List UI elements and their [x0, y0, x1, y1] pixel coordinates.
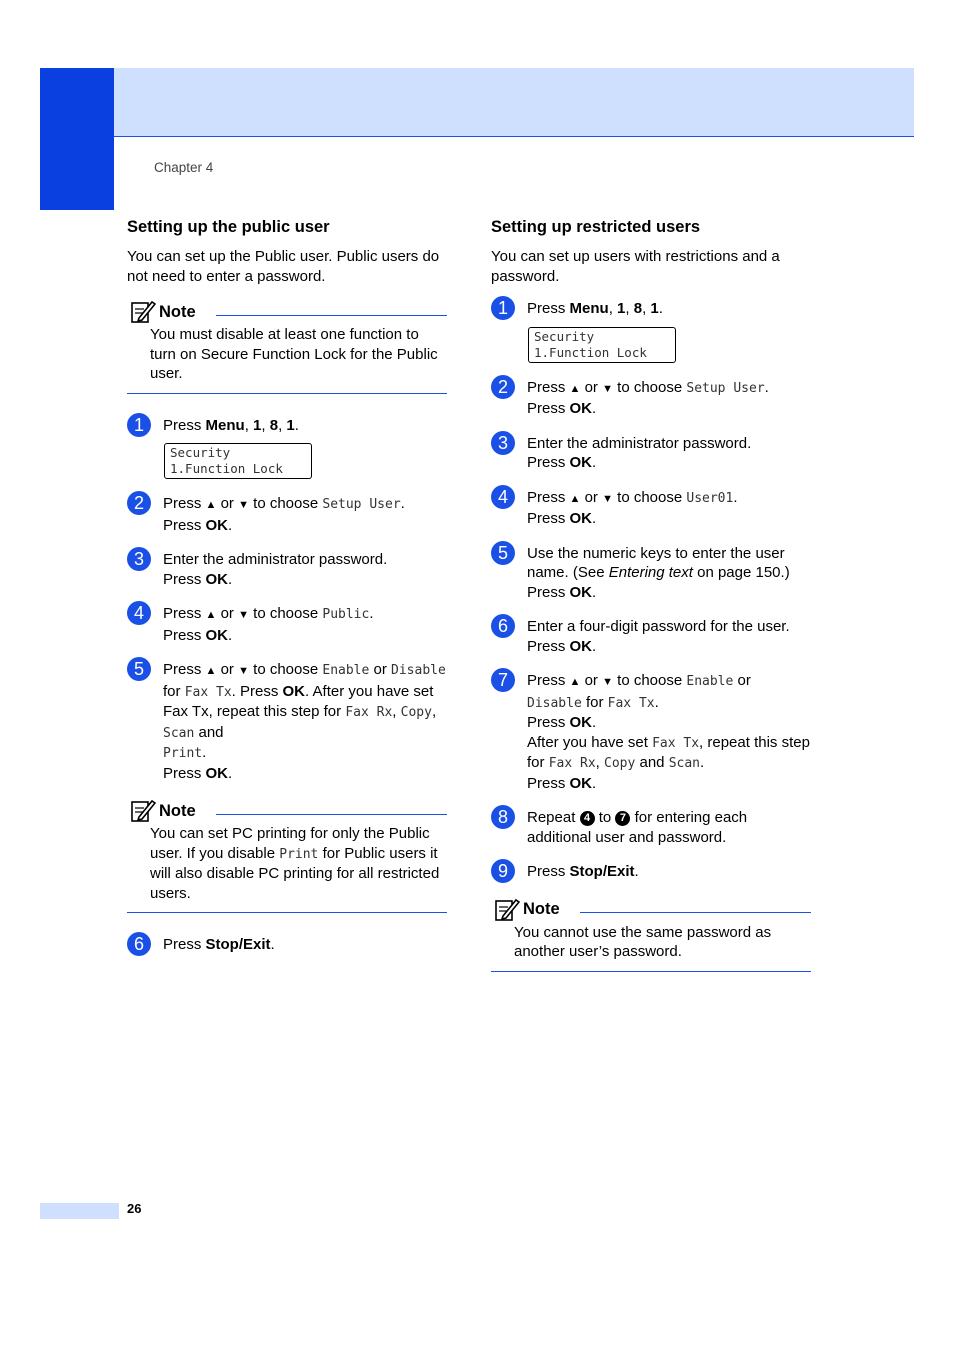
- down-arrow-icon: ▼: [238, 609, 249, 621]
- up-arrow-icon: ▲: [569, 676, 581, 688]
- footer-band: [40, 1203, 119, 1219]
- step-number-5-icon: 5: [127, 657, 151, 681]
- header-band: [114, 68, 914, 137]
- step-ref-4-icon: 4: [580, 811, 595, 826]
- section-intro: You can set up the Public user. Public users do not need to enter a password.: [127, 248, 440, 285]
- step-2: 2 Press ▲ or ▼ to choose Setup User. Press OK.: [127, 494, 447, 535]
- chapter-tab: [40, 68, 114, 210]
- step-number-6-icon: 6: [127, 932, 151, 956]
- note-box: [127, 798, 447, 913]
- note-title: Note: [159, 302, 196, 321]
- step-5: 5 Press ▲ or ▼ to choose Enable or Disable for Fax Tx. Press OK. After you have set Fax Tx, repeat this step for Fax Rx, Copy, Scan and Print. Press OK.: [127, 660, 447, 783]
- step-number-2-icon: 2: [127, 491, 151, 515]
- note-pencil-icon: [130, 299, 156, 325]
- step-3: 3 Enter the administrator password. Press OK.: [127, 550, 447, 589]
- up-arrow-icon: ▲: [205, 499, 217, 511]
- step-4: 4 Press ▲ or ▼ to choose Public. Press OK.: [127, 604, 447, 645]
- note-text: You can set PC printing for only the Public user. If you disable Print for Public users it will also disable PC printing for all restricted users.: [150, 825, 440, 902]
- page-number: 26: [127, 1201, 142, 1216]
- step-7: 7 Press ▲ or ▼ to choose Enable or Disable for Fax Tx. Press OK. After you have set Fax Tx, repeat this step for Fax Rx, Copy and Scan. Press OK.: [491, 671, 811, 793]
- note-title: Note: [159, 801, 196, 820]
- up-arrow-icon: ▲: [569, 492, 581, 505]
- step-4: 4 Press ▲ or ▼ to choose User01. Press OK.: [491, 488, 811, 529]
- public-user-section: [127, 216, 447, 970]
- note-text: You cannot use the same password as another user’s password.: [514, 923, 772, 960]
- chapter-label: Chapter 4: [154, 160, 214, 175]
- step-number-5-icon: 5: [491, 541, 515, 565]
- step-number-8-icon: 8: [491, 805, 515, 829]
- down-arrow-icon: ▼: [602, 382, 613, 395]
- step-number-7-icon: 7: [491, 668, 515, 692]
- up-arrow-icon: ▲: [205, 665, 217, 677]
- step-1: 1 Press Menu, 1, 8, 1. Security 1.Function Lock: [127, 416, 447, 480]
- step-1: 1 Press Menu, 1, 8, 1. Security 1.Function Lock: [491, 299, 811, 363]
- lcd-display: Security 1.Function Lock: [528, 327, 676, 363]
- lcd-display: Security 1.Function Lock: [164, 443, 312, 479]
- step-number-2-icon: 2: [491, 375, 515, 399]
- down-arrow-icon: ▼: [602, 676, 613, 688]
- down-arrow-icon: ▼: [238, 665, 249, 677]
- step-number-1-icon: 1: [127, 413, 151, 437]
- step-ref-7-icon: 7: [615, 811, 630, 826]
- section-title: Setting up restricted users: [491, 218, 701, 236]
- down-arrow-icon: ▼: [602, 492, 613, 505]
- note-box: [127, 299, 447, 394]
- up-arrow-icon: ▲: [205, 609, 217, 621]
- step-number-3-icon: 3: [127, 547, 151, 571]
- step-number-3-icon: 3: [491, 431, 515, 455]
- step-2: 2 Press ▲ or ▼ to choose Setup User. Press OK.: [491, 378, 811, 419]
- step-8: 8 Repeat 4 to 7 for entering each additional user and password.: [491, 808, 811, 847]
- restricted-users-section: [491, 216, 811, 982]
- step-number-9-icon: 9: [491, 859, 515, 883]
- step-6: 6 Press Stop/Exit.: [127, 935, 447, 955]
- step-3: 3 Enter the administrator password. Press OK.: [491, 434, 811, 473]
- step-5: 5 Use the numeric keys to enter the user name. (See Entering text on page 150.) Press OK.: [491, 544, 811, 603]
- step-number-4-icon: 4: [127, 601, 151, 625]
- step-number-4-icon: 4: [491, 485, 515, 509]
- step-number-1-icon: 1: [491, 296, 515, 320]
- note-box: [491, 897, 811, 972]
- note-pencil-icon: [494, 897, 520, 923]
- note-title: Note: [523, 900, 560, 918]
- note-text: You must disable at least one function to turn on Secure Function Lock for the Public user.: [150, 326, 438, 382]
- down-arrow-icon: ▼: [238, 499, 249, 511]
- step-number-6-icon: 6: [491, 614, 515, 638]
- step-6: 6 Enter a four-digit password for the user. Press OK.: [491, 617, 811, 656]
- note-pencil-icon: [130, 798, 156, 824]
- section-title: Setting up the public user: [127, 218, 330, 236]
- section-intro: You can set up users with restrictions and a password.: [491, 248, 780, 285]
- up-arrow-icon: ▲: [569, 382, 581, 395]
- step-9: 9 Press Stop/Exit.: [491, 862, 811, 882]
